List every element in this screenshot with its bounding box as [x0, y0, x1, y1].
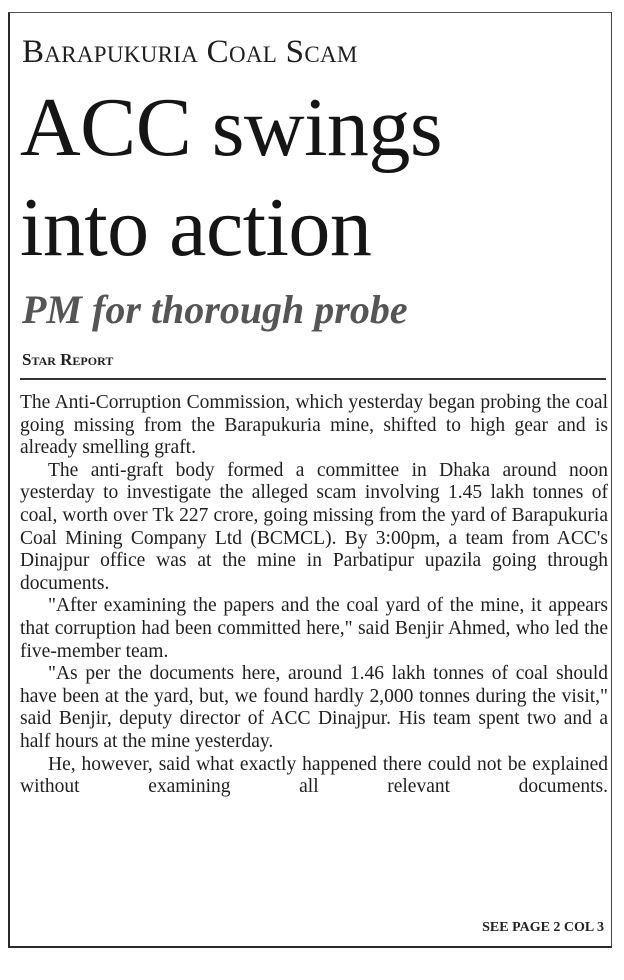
- continuation-jump: SEE PAGE 2 COL 3: [482, 920, 604, 935]
- headline-line-2: into action: [20, 181, 372, 274]
- paragraph-1: The Anti-Corruption Commission, which yesterday began probing the coal going missing from the Barapukuria mine, shifted to high gear and is already smelling graft.: [20, 392, 608, 459]
- headline: [20, 78, 610, 278]
- paragraph-5: He, however, said what exactly happened there could not be explained without examining all relevant documents.: [20, 753, 608, 798]
- paragraph-3: "After examining the papers and the coal yard of the mine, it appears that corruption had been committed here," said Benjir Ahmed, who led the five-member team.: [20, 595, 608, 662]
- byline: Star Report: [22, 350, 114, 369]
- paragraph-2: The anti-graft body formed a committee in Dhaka around noon yesterday to investigate the alleged scam involving 1.45 lakh tonnes of coal, worth over Tk 227 crore, going missing from the yard of Barapukuria Coal Mining Company Ltd (BCMCL). By 3:00pm, a team from ACC's Dinajpur office was at the mine in Parbatipur upazila going through documents.: [20, 459, 608, 594]
- subhead: PM for thorough probe: [22, 287, 408, 332]
- kicker: Barapukuria Coal Scam: [22, 34, 358, 70]
- paragraph-4: "As per the documents here, around 1.46 lakh tonnes of coal should have been at the yard, but, we found hardly 2,000 tonnes during the visit," said Benjir, deputy director of ACC Dinajpur. His team spent two and a half hours at the mine yesterday.: [20, 663, 608, 752]
- article-body: [20, 392, 608, 799]
- byline-rule: [20, 378, 606, 380]
- headline-line-1: ACC swings: [20, 81, 443, 174]
